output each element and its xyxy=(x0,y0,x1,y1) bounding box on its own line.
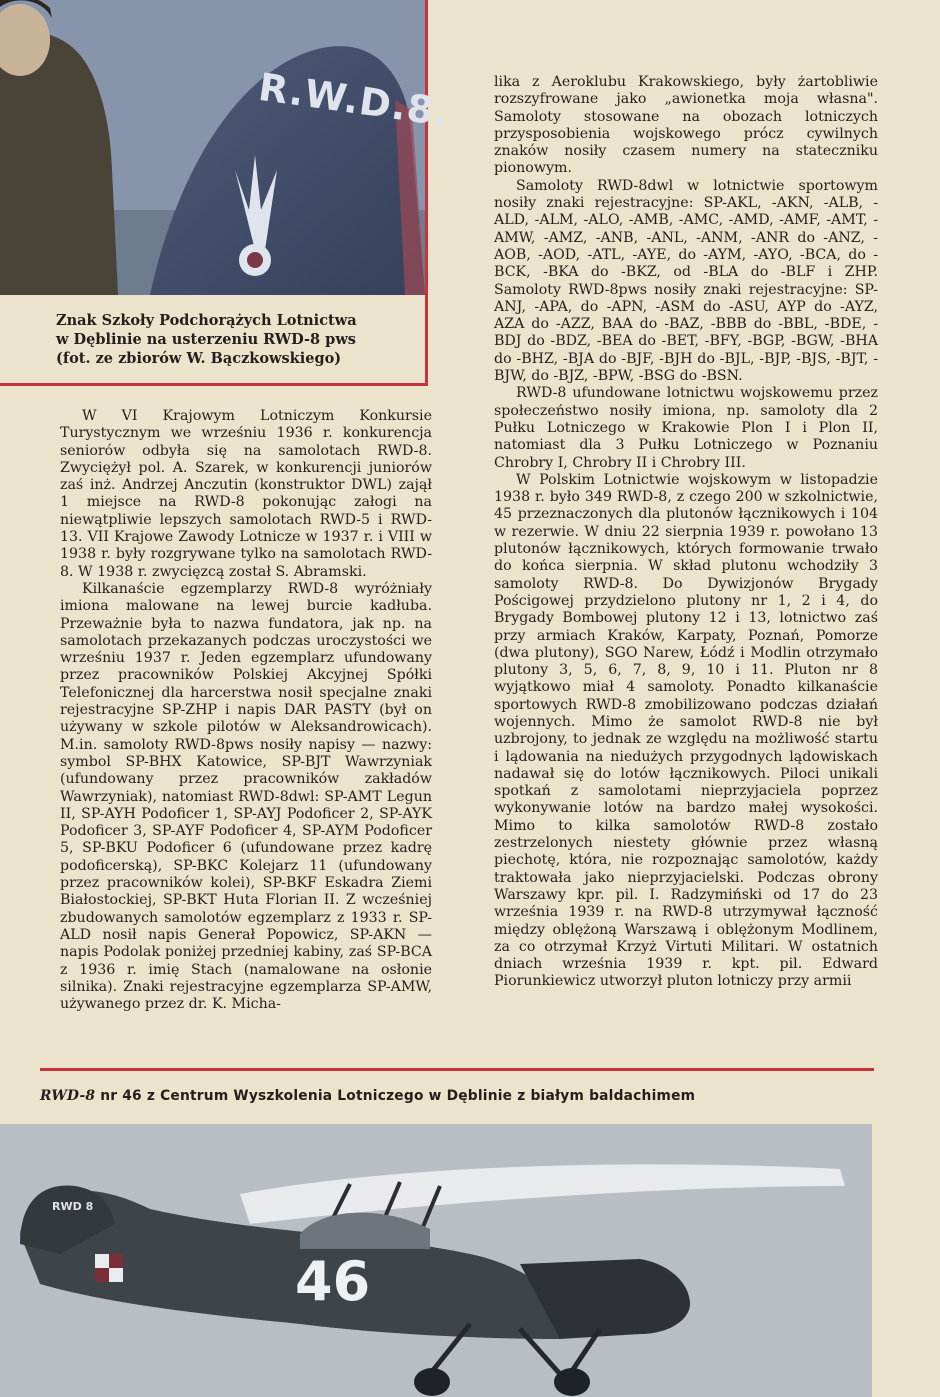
section-divider xyxy=(40,1068,874,1071)
fuselage-number: 46 xyxy=(295,1250,371,1313)
tail-registration: RWD 8 xyxy=(52,1200,94,1213)
right-paragraph-3: RWD-8 ufundowane lotnictwu wojskowemu przez społeczeństwo nosiły imiona, np. samoloty dla 2 Pułku Lotniczego w Krakowie Plon I i Plon II, natomiast dla 3 Pułku Lotniczego w Poznaniu Chrobry I, Chrobry II i Chrobry III. xyxy=(494,385,878,471)
aircraft-photo-caption xyxy=(40,1088,900,1104)
caption-line-2: w Dęblinie na usterzeniu RWD-8 pws xyxy=(56,331,356,348)
caption-model: RWD-8 xyxy=(40,1088,96,1104)
tail-photo-caption xyxy=(56,311,416,368)
left-paragraph-2: Kilkanaście egzemplarzy RWD-8 wyróżniały imiona malowane na lewej burcie kadłuba. Przeważnie była to nazwa fundatora, jak np. na samolotach przekazanych podczas uroczystości we wrześniu 1937 r. Jeden egzemplarz ufundowany przez pracowników Polskiej Akcyjnej Spółki Telefonicznej dla harcerstwa nosił specjalne znaki rejestracyjne SP-ZHP i napis DAR PASTY (był on używany w szkole pilotów w Aleksandrowicach). M.in. samoloty RWD-8pws nosiły napisy — nazwy: symbol SP-BHX Katowice, SP-BJT Wawrzyniak (ufundowany przez pracowników zakładów Wawrzyniak), natomiast RWD-8dwl: SP-AMT Legun II, SP-AYH Podoficer 1, SP-AYJ Podoficer 2, SP-AYK Podoficer 3, SP-AYF Podoficer 4, SP-AYM Podoficer 5, SP-BKU Podoficer 6 (ufundowane przez kadrę podoficerską), SP-BKC Kolejarz 11 (ufundowany przez pracowników kolei), SP-BKF Eskadra Ziemi Białostockiej, SP-BKT Huta Florian II. Z wcześniej zbudowanych samolotów egzemplarz z 1933 r. SP-ALD nosił napis Generał Popowicz, SP-AKN — napis Podolak poniżej przedniej kabiny, zaś SP-BCA z 1936 r. imię Stach (namalowane na osłonie silnika). Znaki rejestracyjne egzemplarza SP-AMW, używanego przez dr. K. Micha- xyxy=(60,580,432,1013)
left-text-column xyxy=(60,408,432,1013)
tail-lettering: R.W.D.8. xyxy=(255,64,453,136)
caption-line-3: (fot. ze zbiorów W. Bączkowskiego) xyxy=(56,350,342,367)
caption-rest: nr 46 z Centrum Wyszkolenia Lotniczego w Dęblinie z białym baldachimem xyxy=(95,1088,696,1104)
left-paragraph-1: W VI Krajowym Lotniczym Konkursie Turystycznym we wrześniu 1936 r. konkurencja seniorów odbyła się na samolotach RWD-8. Zwyciężył pol. A. Szarek, w konkurencji juniorów zaś inż. Andrzej Anczutin (konstruktor DWL) zajął 1 miejsce na RWD-8 pokonując załogi na niewątpliwie lepszych samolotach RWD-5 i RWD-13. VII Krajowe Zawody Lotnicze w 1937 r. i VIII w 1938 r. były rozgrywane tylko na samolotach RWD-8. W 1938 r. zwycięzcą został S. Abramski. xyxy=(60,408,432,580)
right-paragraph-2: Samoloty RWD-8dwl w lotnictwie sportowym nosiły znaki rejestracyjne: SP-AKL, -AKN, -ALB, -ALD, -ALM, -ALO, -AMB, -AMC, -AMD, -AMF, -AMT, -AMW, -AMZ, -ANB, -ANL, -ANM, -ANR do -ANZ, -AOB, -AOD, -ATL, -AYE, do -AYM, -AYO, -BCA, do -BCK, -BKA do -BKZ, od -BLA do -BLF i ZHP. Samoloty RWD-8pws nosiły znaki rejestracyjne: SP-ANJ, -APA, do -APN, -ASM do -ASU, AYP do -AYZ, AZA do -AZZ, BAA do -BAZ, -BBB do -BBL, -BDE, -BDJ do -BDZ, -BEA do -BET, -BFY, -BGP, -BGW, -BHA do -BHZ, -BJA do -BJF, -BJH do -BJL, -BJP, -BJS, -BJT, -BJW, do -BJZ, -BPW, -BSG do -BSN. xyxy=(494,177,878,385)
aircraft-photo xyxy=(0,1124,872,1397)
caption-line-1: Znak Szkoły Podchorążych Lotnictwa xyxy=(56,312,357,329)
right-paragraph-1: lika z Aeroklubu Krakowskiego, były żartobliwie rozszyfrowane jako „awionetka moja własna". Samoloty stosowane na obozach lotniczych przysposobienia wojskowego prócz cywilnych znaków nosiły czasem numery na stateczniku pionowym. xyxy=(494,74,878,177)
right-text-column xyxy=(494,74,878,991)
right-paragraph-4: W Polskim Lotnictwie wojskowym w listopadzie 1938 r. było 349 RWD-8, z czego 200 w szkolnictwie, 45 przeznaczonych dla plutonów łącznikowych i 104 w rezerwie. W dniu 22 sierpnia 1939 r. powołano 13 plutonów łącznikowych, których formowanie trwało do końca sierpnia. W skład plutonu wchodziły 3 samoloty RWD-8. Do Dywizjonów Brygady Pościgowej przydzielono plutony nr 1, 2 i 4, do Brygady Bombowej plutony 12 i 13, lotnictwo zaś przy armiach Kraków, Karpaty, Poznań, Pomorze (dwa plutony), SGO Narew, Łódź i Modlin otrzymało plutony 3, 5, 6, 7, 8, 9, 10 i 11. Pluton nr 8 wyjątkowo miał 4 samoloty. Ponadto kilkanaście sportowych RWD-8 zmobilizowano podczas działań wojennych. Mimo że samolot RWD-8 nie był uzbrojony, to jednak ze względu na możliwość startu i lądowania na niedużych przygodnych lądowiskach nadawał się do lotów łącznikowych. Piloci unikali spotkań z samolotami nieprzyjaciela poprzez wykonywanie lotów na bardzo małej wysokości. Mimo to kilka samolotów RWD-8 zostało zestrzelonych niestety głównie przez własną piechotę, która, nie rozpoznając samolotów, każdy traktowała jako nieprzyjacielski. Podczas obrony Warszawy kpr. pil. I. Radzymiński od 17 do 23 września 1939 r. na RWD-8 utrzymywał łączność między oblężoną Warszawą i oblężonym Modlinem, za co otrzymał Krzyż Virtuti Militari. W ostatnich dniach września 1939 r. kpt. pil. Edward Piorunkiewicz utworzył pluton lotniczy przy armii xyxy=(494,471,878,990)
